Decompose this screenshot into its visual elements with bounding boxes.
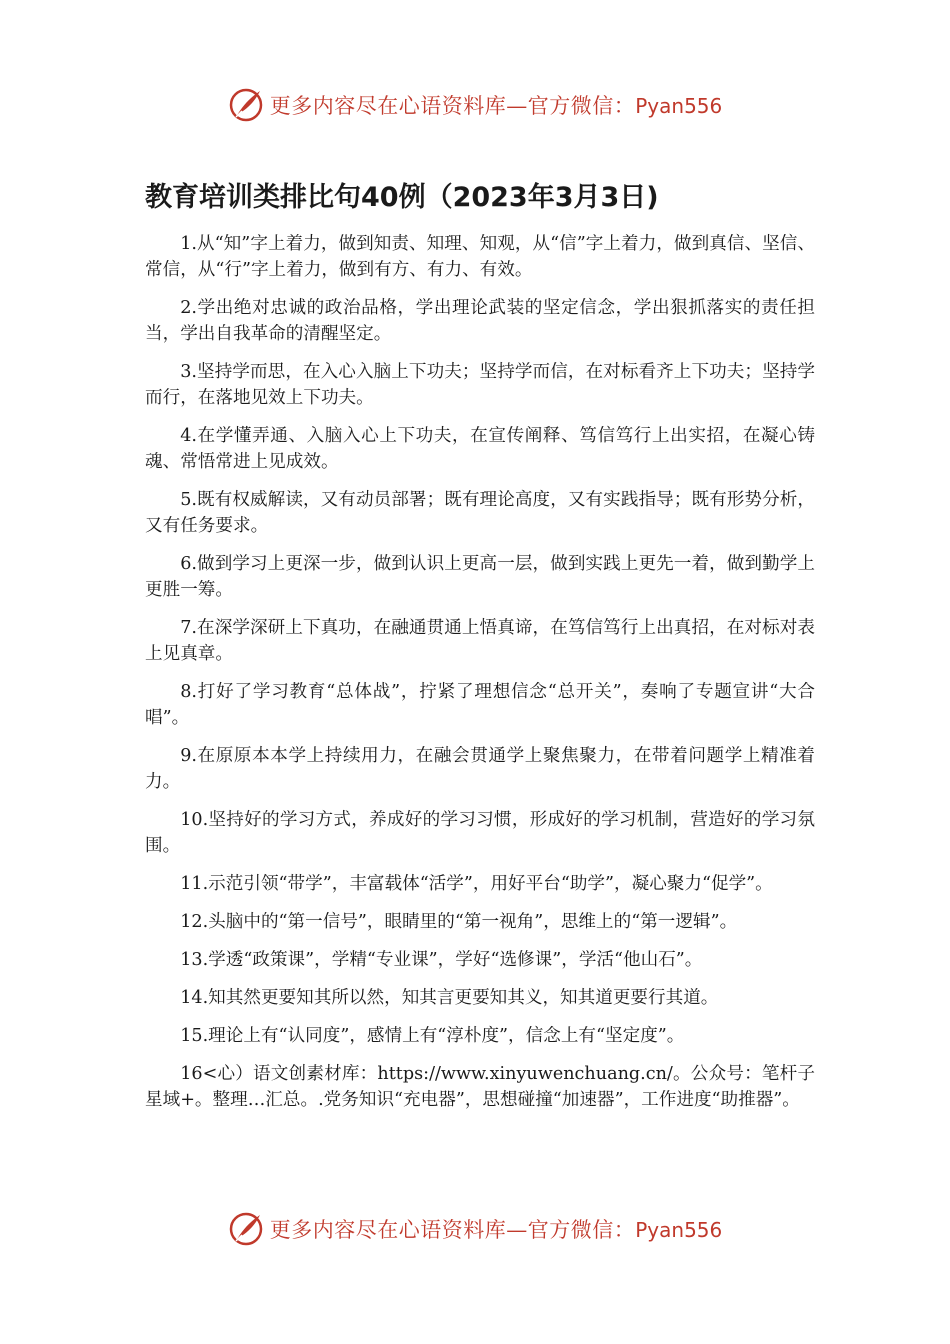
paragraph-12: 12.头脑中的“第一信号”，眼睛里的“第一视角”，思维上的“第一逻辑”。	[180, 912, 738, 932]
paragraph-9: 9.在原原本本学上持续用力，在融会贯通学上聚焦聚力，在带着问题学上精准着力。	[145, 746, 815, 792]
footer-wechat-id: Pyan556	[635, 1218, 723, 1242]
header-wechat-id: Pyan556	[635, 94, 723, 118]
paragraph-4: 4.在学懂弄通、入脑入心上下功夫，在宣传阐释、笃信笃行上出实招，在凝心铸魂、常悟常进上见成效。	[145, 426, 815, 472]
paragraph-13: 13.学透“政策课”，学精“专业课”，学好“选修课”，学活“他山石”。	[180, 950, 703, 970]
paragraph-15: 15.理论上有“认同度”，感情上有“淳朴度”，信念上有“坚定度”。	[180, 1026, 685, 1046]
paragraph-6: 6.做到学习上更深一步，做到认识上更高一层，做到实践上更先一着，做到勤学上更胜一筹。	[145, 554, 815, 600]
quill-pen-logo-icon	[228, 1211, 264, 1247]
paragraph-1: 1.从“知”字上着力，做到知责、知理、知观，从“信”字上着力，做到真信、坚信、常信，从“行”字上着力，做到有方、有力、有效。	[145, 234, 815, 280]
document-title: 教育培训类排比句40例（2023年3月3日)	[145, 182, 659, 213]
paragraph-5: 5.既有权威解读，又有动员部署；既有理论高度，又有实践指导；既有形势分析，又有任务要求。	[145, 490, 815, 536]
footer-banner-text: 更多内容尽在心语资料库—官方微信：Pyan556	[269, 1218, 723, 1242]
paragraph-16: 16<心）语文创素材库：https://www.xinyuwenchuang.cn/。公众号：笔杆子星域+。整理…汇总。.党务知识“充电器”，思想碰撞“加速器”，工作进度“助推器”。	[145, 1064, 815, 1110]
paragraph-7: 7.在深学深研上下真功，在融通贯通上悟真谛，在笃信笃行上出真招，在对标对表上见真章。	[145, 618, 815, 664]
quill-pen-logo-icon	[228, 87, 264, 123]
paragraph-11: 11.示范引领“带学”，丰富载体“活学”，用好平台“助学”，凝心聚力“促学”。	[180, 874, 773, 894]
paragraph-2: 2.学出绝对忠诚的政治品格，学出理论武装的坚定信念，学出狠抓落实的责任担当，学出自我革命的清醒坚定。	[145, 298, 815, 344]
paragraph-8: 8.打好了学习教育“总体战”，拧紧了理想信念“总开关”，奏响了专题宣讲“大合唱”。	[145, 682, 815, 728]
header-banner	[0, 80, 950, 130]
footer-banner	[0, 1204, 950, 1254]
paragraph-14: 14.知其然更要知其所以然，知其言更要知其义，知其道更要行其道。	[180, 988, 719, 1008]
header-banner-text: 更多内容尽在心语资料库—官方微信：Pyan556	[269, 94, 723, 118]
document-body	[145, 231, 815, 1125]
paragraph-3: 3.坚持学而思，在入心入脑上下功夫；坚持学而信，在对标看齐上下功夫；坚持学而行，在落地见效上下功夫。	[145, 362, 815, 408]
paragraph-10: 10.坚持好的学习方式，养成好的学习习惯，形成好的学习机制，营造好的学习氛围。	[145, 810, 815, 856]
